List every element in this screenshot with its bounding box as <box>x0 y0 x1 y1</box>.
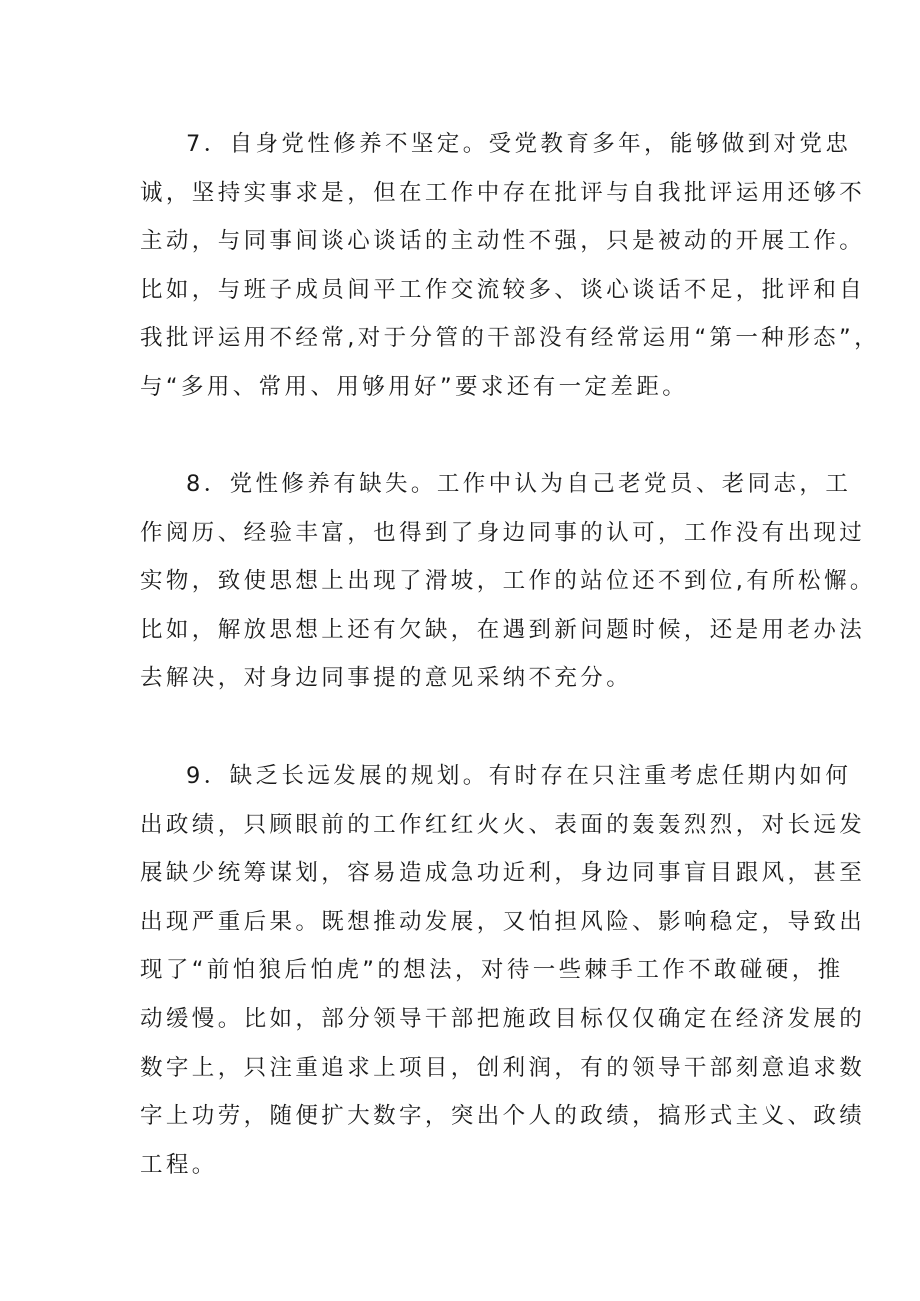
paragraph-line: 字上功劳，随便扩大数字，突出个人的政绩，搞形式主义、政绩 <box>140 1103 866 1130</box>
paragraph-line: 9．缺乏长远发展的规划。有时存在只注重考虑任期内如何 <box>186 763 852 789</box>
paragraph-line: 作阅历、经验丰富，也得到了身边同事的认可，工作没有出现过 <box>140 519 866 546</box>
paragraph-7 <box>140 120 880 412</box>
paragraph-line: 动缓慢。比如，部分领导干部把施政目标仅仅确定在经济发展的 <box>140 1005 866 1032</box>
paragraph-line: 8．党性修养有缺失。工作中认为自己老党员、老同志，工 <box>186 471 852 497</box>
paragraph-line: 去解决，对身边同事提的意见采纳不充分。 <box>140 665 633 692</box>
paragraph-line: 主动，与同事间谈心谈话的主动性不强，只是被动的开展工作。 <box>140 228 866 255</box>
paragraph-line: 比如，与班子成员间平工作交流较多、谈心谈话不足，批评和自 <box>140 276 866 303</box>
paragraph-line: 7．自身党性修养不坚定。受党教育多年，能够做到对党忠 <box>186 131 852 157</box>
paragraph-line: 比如，解放思想上还有欠缺，在遇到新问题时候，还是用老办法 <box>140 616 866 643</box>
paragraph-line: 工程。 <box>140 1151 218 1178</box>
paragraph-line: 实物，致使思想上出现了滑坡，工作的站位还不到位,有所松懈。 <box>140 568 876 595</box>
paragraph-line: 与“多用、常用、用够用好”要求还有一定差距。 <box>140 373 689 400</box>
paragraph-line: 出现严重后果。既想推动发展，又怕担风险、影响稳定，导致出 <box>140 908 866 935</box>
paragraph-9 <box>140 752 866 1189</box>
paragraph-line: 展缺少统筹谋划，容易造成急功近利，身边同事盲目跟风，甚至 <box>140 860 866 887</box>
paragraph-line: 诚，坚持实事求是，但在工作中存在批评与自我批评运用还够不 <box>140 179 866 206</box>
paragraph-line: 现了“前怕狼后怕虎”的想法，对待一些棘手工作不敢碰硬，推 <box>140 957 844 984</box>
paragraph-8 <box>140 460 876 703</box>
paragraph-line: 数字上，只注重追求上项目，创利润，有的领导干部刻意追求数 <box>140 1054 866 1081</box>
paragraph-line: 出政绩，只顾眼前的工作红红火火、表面的轰轰烈烈，对长远发 <box>140 811 866 838</box>
paragraph-line: 我批评运用不经常,对于分管的干部没有经常运用“第一种形态”， <box>140 325 880 352</box>
